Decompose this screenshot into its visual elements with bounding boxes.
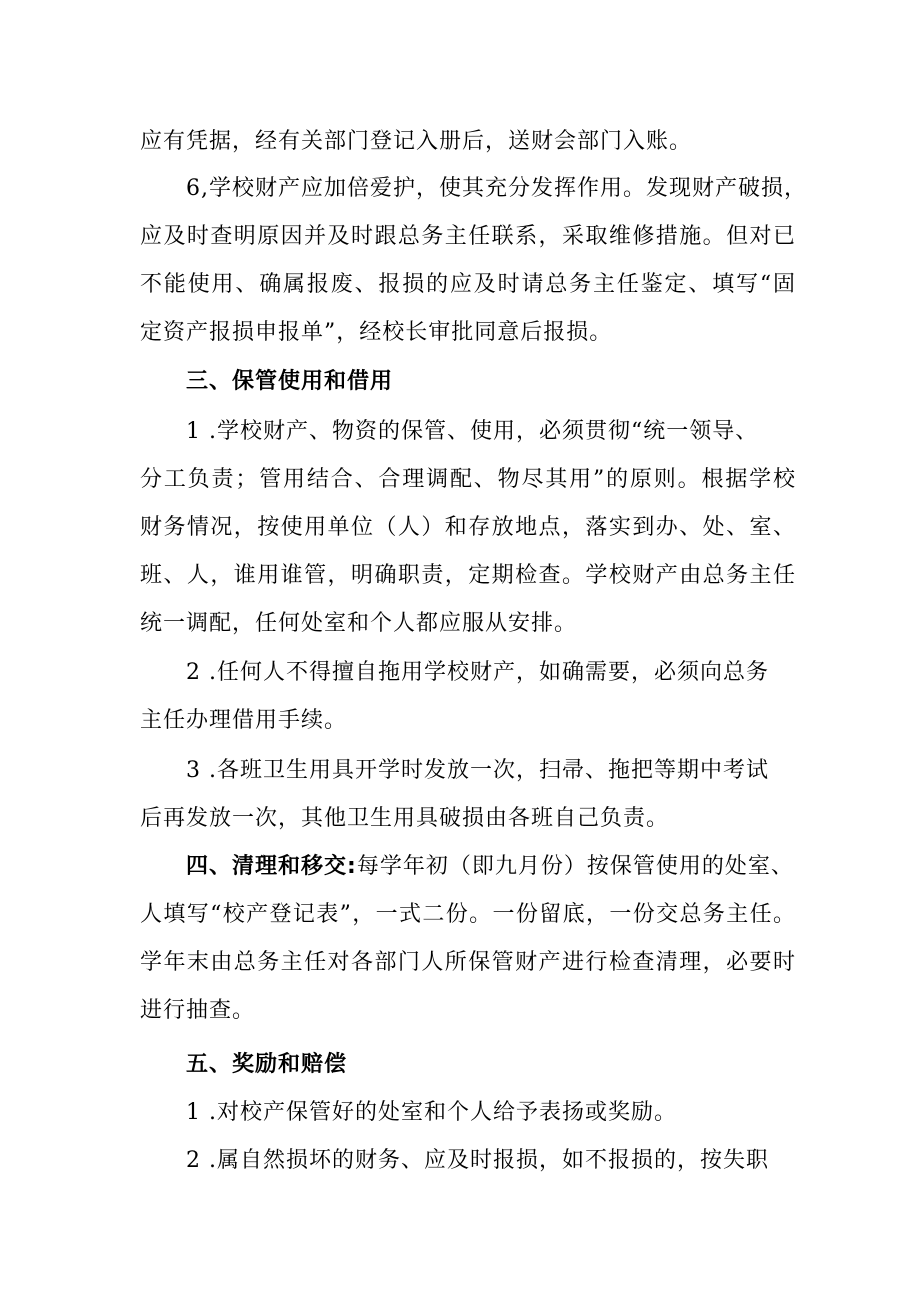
text-line: 人填写“校产登记表”，一式二份。一份留底，一份交总务主任。 — [140, 902, 796, 927]
text-line: 应及时查明原因并及时跟总务主任联系，采取维修措施。但对已 — [140, 224, 796, 249]
text-line: 6,学校财产应加倍爱护，使其充分发挥作用。发现财产破损， — [186, 176, 807, 201]
text-line: 2 .任何人不得擅自拖用学校财产，如确需要，必须向总务 — [186, 660, 769, 685]
text-line: 主任办理借用手续。 — [140, 708, 348, 733]
text-line: 1 .对校产保管好的处室和个人给予表扬或奖励。 — [186, 1100, 677, 1125]
text-line: 财务情况，按使用单位（人）和存放地点，落实到办、处、室、 — [140, 515, 796, 540]
text-line: 2 .属自然损坏的财务、应及时报损，如不报损的，按失职 — [186, 1148, 769, 1173]
section-heading: 五、奖励和赔偿 — [186, 1052, 348, 1077]
text-line: 学年末由总务主任对各部门人所保管财产进行检查清理，必要时 — [140, 950, 796, 975]
text-line: 班、人，谁用谁管，明确职责，定期检查。学校财产由总务主任 — [140, 563, 796, 588]
text-line: 定资产报损申报单”，经校长审批同意后报损。 — [140, 320, 613, 345]
text-line: 1 .学校财产、物资的保管、使用，必须贯彻“统一领导、 — [186, 419, 759, 444]
text-line: 分工负责；管用结合、合理调配、物尽其用”的原则。根据学校 — [140, 467, 796, 492]
text-run: 每学年初（即九月份）按保管使用的处室、 — [356, 854, 794, 879]
text-line: 进行抽查。 — [140, 998, 256, 1023]
text-line: 3 .各班卫生用具开学时发放一次，扫帚、拖把等期中考试 — [186, 758, 769, 783]
text-line: 应有凭据，经有关部门登记入册后，送财会部门入账。 — [140, 129, 693, 154]
text-line: 不能使用、确属报废、报损的应及时请总务主任鉴定、填写“固 — [140, 272, 796, 297]
section-heading: 三、保管使用和借用 — [186, 369, 394, 394]
text-line: 后再发放一次，其他卫生用具破损由各班自己负责。 — [140, 806, 670, 831]
text-line: 统一调配，任何处室和个人都应服从安排。 — [140, 611, 578, 636]
section-heading-line — [186, 852, 794, 882]
section-heading: 四、清理和移交: — [186, 854, 357, 879]
